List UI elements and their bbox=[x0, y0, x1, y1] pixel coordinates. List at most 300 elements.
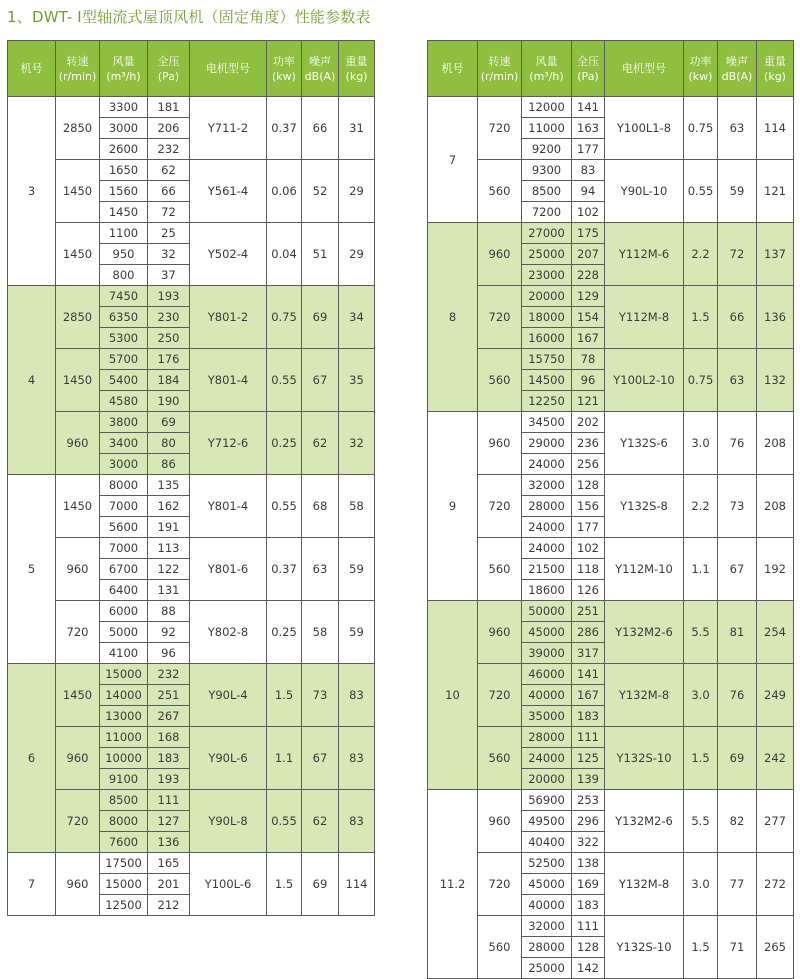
page-title: 1、DWT- Ⅰ型轴流式屋顶风机（固定角度）性能参数表 bbox=[7, 8, 371, 26]
noise-cell: 67 bbox=[302, 349, 339, 412]
header-pressure: 全压 (Pa) bbox=[148, 41, 190, 97]
noise-cell: 69 bbox=[302, 853, 339, 916]
motor-cell: Y712-6 bbox=[190, 412, 267, 475]
noise-cell: 82 bbox=[718, 790, 757, 853]
header-model-no: 机号 bbox=[428, 41, 478, 97]
pressure-cell: 183 bbox=[572, 895, 605, 916]
airflow-cell: 5000 bbox=[100, 622, 148, 643]
model-number-cell: 10 bbox=[428, 601, 478, 790]
airflow-cell: 24000 bbox=[522, 517, 572, 538]
power-cell: 2.2 bbox=[684, 475, 718, 538]
table-body-left bbox=[8, 97, 375, 916]
airflow-cell: 7600 bbox=[100, 832, 148, 853]
airflow-cell: 4100 bbox=[100, 643, 148, 664]
noise-cell: 68 bbox=[302, 475, 339, 538]
airflow-cell: 17500 bbox=[100, 853, 148, 874]
pressure-cell: 96 bbox=[148, 643, 190, 664]
airflow-cell: 32000 bbox=[522, 916, 572, 937]
pressure-cell: 190 bbox=[148, 391, 190, 412]
pressure-cell: 111 bbox=[572, 727, 605, 748]
pressure-cell: 193 bbox=[148, 769, 190, 790]
pressure-cell: 191 bbox=[148, 517, 190, 538]
speed-cell: 960 bbox=[478, 790, 522, 853]
pressure-cell: 111 bbox=[572, 916, 605, 937]
power-cell: 0.75 bbox=[267, 286, 302, 349]
motor-cell: Y801-4 bbox=[190, 475, 267, 538]
airflow-cell: 49500 bbox=[522, 811, 572, 832]
weight-cell: 83 bbox=[339, 664, 375, 727]
speed-cell: 2850 bbox=[56, 97, 100, 160]
table-row bbox=[8, 664, 375, 685]
pressure-cell: 168 bbox=[148, 727, 190, 748]
pressure-cell: 206 bbox=[148, 118, 190, 139]
table-row bbox=[428, 727, 794, 748]
weight-cell: 114 bbox=[339, 853, 375, 916]
noise-cell: 52 bbox=[302, 160, 339, 223]
pressure-cell: 72 bbox=[148, 202, 190, 223]
airflow-cell: 800 bbox=[100, 265, 148, 286]
airflow-cell: 7000 bbox=[100, 538, 148, 559]
weight-cell: 34 bbox=[339, 286, 375, 349]
motor-cell: Y132M-8 bbox=[605, 664, 684, 727]
airflow-cell: 13000 bbox=[100, 706, 148, 727]
pressure-cell: 177 bbox=[572, 139, 605, 160]
power-cell: 0.75 bbox=[684, 349, 718, 412]
airflow-cell: 11000 bbox=[100, 727, 148, 748]
noise-cell: 69 bbox=[718, 727, 757, 790]
airflow-cell: 7000 bbox=[100, 496, 148, 517]
weight-cell: 59 bbox=[339, 601, 375, 664]
speed-cell: 720 bbox=[478, 475, 522, 538]
power-cell: 0.55 bbox=[267, 349, 302, 412]
power-cell: 3.0 bbox=[684, 664, 718, 727]
pressure-cell: 138 bbox=[572, 853, 605, 874]
header-motor: 电机型号 bbox=[190, 41, 267, 97]
weight-cell: 208 bbox=[757, 412, 794, 475]
weight-cell: 254 bbox=[757, 601, 794, 664]
pressure-cell: 86 bbox=[148, 454, 190, 475]
airflow-cell: 4580 bbox=[100, 391, 148, 412]
pressure-cell: 167 bbox=[572, 328, 605, 349]
motor-cell: Y801-6 bbox=[190, 538, 267, 601]
table-row bbox=[428, 475, 794, 496]
noise-cell: 81 bbox=[718, 601, 757, 664]
header-motor: 电机型号 bbox=[605, 41, 684, 97]
weight-cell: 58 bbox=[339, 475, 375, 538]
model-number-cell: 6 bbox=[8, 664, 56, 853]
weight-cell: 83 bbox=[339, 727, 375, 790]
airflow-cell: 56900 bbox=[522, 790, 572, 811]
model-number-cell: 7 bbox=[428, 97, 478, 223]
speed-cell: 960 bbox=[478, 412, 522, 475]
airflow-cell: 45000 bbox=[522, 622, 572, 643]
model-number-cell: 9 bbox=[428, 412, 478, 601]
noise-cell: 62 bbox=[302, 412, 339, 475]
header-pressure: 全压 (Pa) bbox=[572, 41, 605, 97]
airflow-cell: 5400 bbox=[100, 370, 148, 391]
table-row bbox=[428, 349, 794, 370]
pressure-cell: 78 bbox=[572, 349, 605, 370]
table-row bbox=[8, 601, 375, 622]
pressure-cell: 163 bbox=[572, 118, 605, 139]
weight-cell: 192 bbox=[757, 538, 794, 601]
airflow-cell: 21500 bbox=[522, 559, 572, 580]
airflow-cell: 1100 bbox=[100, 223, 148, 244]
airflow-cell: 20000 bbox=[522, 286, 572, 307]
airflow-cell: 3300 bbox=[100, 97, 148, 118]
performance-table-left bbox=[7, 40, 375, 916]
header-speed: 转速 (r/min) bbox=[478, 41, 522, 97]
pressure-cell: 201 bbox=[148, 874, 190, 895]
speed-cell: 960 bbox=[56, 412, 100, 475]
airflow-cell: 45000 bbox=[522, 874, 572, 895]
weight-cell: 114 bbox=[757, 97, 794, 160]
pressure-cell: 322 bbox=[572, 832, 605, 853]
airflow-cell: 39000 bbox=[522, 643, 572, 664]
pressure-cell: 267 bbox=[148, 706, 190, 727]
pressure-cell: 253 bbox=[572, 790, 605, 811]
pressure-cell: 66 bbox=[148, 181, 190, 202]
motor-cell: Y132S-6 bbox=[605, 412, 684, 475]
pressure-cell: 62 bbox=[148, 160, 190, 181]
noise-cell: 72 bbox=[718, 223, 757, 286]
table-row bbox=[8, 853, 375, 874]
airflow-cell: 9100 bbox=[100, 769, 148, 790]
header-weight: 重量 (kg) bbox=[757, 41, 794, 97]
airflow-cell: 1650 bbox=[100, 160, 148, 181]
speed-cell: 560 bbox=[478, 727, 522, 790]
speed-cell: 960 bbox=[56, 727, 100, 790]
pressure-cell: 83 bbox=[572, 160, 605, 181]
motor-cell: Y802-8 bbox=[190, 601, 267, 664]
header-noise: 噪声 dB(A) bbox=[718, 41, 757, 97]
pressure-cell: 184 bbox=[148, 370, 190, 391]
airflow-cell: 1450 bbox=[100, 202, 148, 223]
airflow-cell: 23000 bbox=[522, 265, 572, 286]
pressure-cell: 183 bbox=[572, 706, 605, 727]
noise-cell: 63 bbox=[718, 97, 757, 160]
pressure-cell: 256 bbox=[572, 454, 605, 475]
pressure-cell: 136 bbox=[148, 832, 190, 853]
power-cell: 0.06 bbox=[267, 160, 302, 223]
motor-cell: Y132M-8 bbox=[605, 853, 684, 916]
speed-cell: 1450 bbox=[56, 475, 100, 538]
airflow-cell: 9200 bbox=[522, 139, 572, 160]
motor-cell: Y90L-10 bbox=[605, 160, 684, 223]
weight-cell: 208 bbox=[757, 475, 794, 538]
weight-cell: 137 bbox=[757, 223, 794, 286]
speed-cell: 560 bbox=[478, 916, 522, 979]
motor-cell: Y90L-8 bbox=[190, 790, 267, 853]
pressure-cell: 228 bbox=[572, 265, 605, 286]
airflow-cell: 24000 bbox=[522, 748, 572, 769]
table-body-right bbox=[428, 97, 794, 979]
noise-cell: 58 bbox=[302, 601, 339, 664]
airflow-cell: 12500 bbox=[100, 895, 148, 916]
model-number-cell: 7 bbox=[8, 853, 56, 916]
pressure-cell: 251 bbox=[572, 601, 605, 622]
noise-cell: 69 bbox=[302, 286, 339, 349]
pressure-cell: 193 bbox=[148, 286, 190, 307]
table-row bbox=[8, 727, 375, 748]
table-row bbox=[428, 853, 794, 874]
weight-cell: 29 bbox=[339, 223, 375, 286]
pressure-cell: 69 bbox=[148, 412, 190, 433]
header-power: 功率 (kw) bbox=[684, 41, 718, 97]
weight-cell: 132 bbox=[757, 349, 794, 412]
airflow-cell: 11000 bbox=[522, 118, 572, 139]
power-cell: 1.5 bbox=[684, 727, 718, 790]
noise-cell: 59 bbox=[718, 160, 757, 223]
airflow-cell: 3000 bbox=[100, 118, 148, 139]
airflow-cell: 25000 bbox=[522, 958, 572, 979]
speed-cell: 1450 bbox=[56, 664, 100, 727]
pressure-cell: 139 bbox=[572, 769, 605, 790]
pressure-cell: 128 bbox=[572, 937, 605, 958]
pressure-cell: 181 bbox=[148, 97, 190, 118]
airflow-cell: 28000 bbox=[522, 496, 572, 517]
airflow-cell: 40000 bbox=[522, 685, 572, 706]
airflow-cell: 14000 bbox=[100, 685, 148, 706]
pressure-cell: 131 bbox=[148, 580, 190, 601]
speed-cell: 720 bbox=[478, 286, 522, 349]
speed-cell: 560 bbox=[478, 349, 522, 412]
weight-cell: 32 bbox=[339, 412, 375, 475]
speed-cell: 960 bbox=[478, 223, 522, 286]
pressure-cell: 94 bbox=[572, 181, 605, 202]
power-cell: 1.5 bbox=[684, 916, 718, 979]
pressure-cell: 232 bbox=[148, 139, 190, 160]
airflow-cell: 29000 bbox=[522, 433, 572, 454]
motor-cell: Y112M-10 bbox=[605, 538, 684, 601]
airflow-cell: 24000 bbox=[522, 538, 572, 559]
power-cell: 0.75 bbox=[684, 97, 718, 160]
airflow-cell: 6350 bbox=[100, 307, 148, 328]
pressure-cell: 175 bbox=[572, 223, 605, 244]
airflow-cell: 12000 bbox=[522, 97, 572, 118]
pressure-cell: 128 bbox=[572, 475, 605, 496]
model-number-cell: 11.2 bbox=[428, 790, 478, 979]
pressure-cell: 169 bbox=[572, 874, 605, 895]
header-weight: 重量 (kg) bbox=[339, 41, 375, 97]
noise-cell: 66 bbox=[718, 286, 757, 349]
motor-cell: Y100L-6 bbox=[190, 853, 267, 916]
airflow-cell: 3400 bbox=[100, 433, 148, 454]
speed-cell: 1450 bbox=[56, 349, 100, 412]
pressure-cell: 251 bbox=[148, 685, 190, 706]
power-cell: 5.5 bbox=[684, 601, 718, 664]
motor-cell: Y801-2 bbox=[190, 286, 267, 349]
pressure-cell: 141 bbox=[572, 97, 605, 118]
airflow-cell: 18000 bbox=[522, 307, 572, 328]
airflow-cell: 25000 bbox=[522, 244, 572, 265]
power-cell: 1.5 bbox=[267, 664, 302, 727]
power-cell: 1.1 bbox=[684, 538, 718, 601]
weight-cell: 35 bbox=[339, 349, 375, 412]
airflow-cell: 32000 bbox=[522, 475, 572, 496]
weight-cell: 59 bbox=[339, 538, 375, 601]
pressure-cell: 162 bbox=[148, 496, 190, 517]
pressure-cell: 125 bbox=[572, 748, 605, 769]
motor-cell: Y132S-10 bbox=[605, 727, 684, 790]
table-row bbox=[8, 286, 375, 307]
table-row bbox=[428, 601, 794, 622]
airflow-cell: 6000 bbox=[100, 601, 148, 622]
table-row bbox=[8, 412, 375, 433]
airflow-cell: 8000 bbox=[100, 811, 148, 832]
pressure-cell: 154 bbox=[572, 307, 605, 328]
airflow-cell: 950 bbox=[100, 244, 148, 265]
motor-cell: Y132S-8 bbox=[605, 475, 684, 538]
airflow-cell: 8500 bbox=[522, 181, 572, 202]
pressure-cell: 37 bbox=[148, 265, 190, 286]
noise-cell: 73 bbox=[718, 475, 757, 538]
power-cell: 0.55 bbox=[684, 160, 718, 223]
motor-cell: Y90L-4 bbox=[190, 664, 267, 727]
weight-cell: 121 bbox=[757, 160, 794, 223]
speed-cell: 1450 bbox=[56, 223, 100, 286]
header-airflow: 风量 (m³/h) bbox=[522, 41, 572, 97]
airflow-cell: 2600 bbox=[100, 139, 148, 160]
noise-cell: 67 bbox=[302, 727, 339, 790]
noise-cell: 76 bbox=[718, 664, 757, 727]
power-cell: 2.2 bbox=[684, 223, 718, 286]
pressure-cell: 156 bbox=[572, 496, 605, 517]
airflow-cell: 5600 bbox=[100, 517, 148, 538]
power-cell: 3.0 bbox=[684, 853, 718, 916]
power-cell: 1.1 bbox=[267, 727, 302, 790]
noise-cell: 66 bbox=[302, 97, 339, 160]
model-number-cell: 3 bbox=[8, 97, 56, 286]
noise-cell: 51 bbox=[302, 223, 339, 286]
motor-cell: Y561-4 bbox=[190, 160, 267, 223]
table-row bbox=[428, 412, 794, 433]
speed-cell: 720 bbox=[56, 790, 100, 853]
airflow-cell: 6700 bbox=[100, 559, 148, 580]
motor-cell: Y132M2-6 bbox=[605, 790, 684, 853]
motor-cell: Y502-4 bbox=[190, 223, 267, 286]
pressure-cell: 202 bbox=[572, 412, 605, 433]
table-row bbox=[428, 286, 794, 307]
power-cell: 3.0 bbox=[684, 412, 718, 475]
pressure-cell: 129 bbox=[572, 286, 605, 307]
speed-cell: 560 bbox=[478, 538, 522, 601]
power-cell: 0.55 bbox=[267, 790, 302, 853]
airflow-cell: 27000 bbox=[522, 223, 572, 244]
noise-cell: 73 bbox=[302, 664, 339, 727]
airflow-cell: 35000 bbox=[522, 706, 572, 727]
pressure-cell: 111 bbox=[148, 790, 190, 811]
airflow-cell: 18600 bbox=[522, 580, 572, 601]
table-header-row bbox=[428, 41, 794, 97]
motor-cell: Y100L1-8 bbox=[605, 97, 684, 160]
weight-cell: 31 bbox=[339, 97, 375, 160]
header-speed: 转速 (r/min) bbox=[56, 41, 100, 97]
pressure-cell: 207 bbox=[572, 244, 605, 265]
weight-cell: 277 bbox=[757, 790, 794, 853]
table-row bbox=[428, 664, 794, 685]
pressure-cell: 236 bbox=[572, 433, 605, 454]
speed-cell: 720 bbox=[478, 853, 522, 916]
noise-cell: 77 bbox=[718, 853, 757, 916]
pressure-cell: 250 bbox=[148, 328, 190, 349]
motor-cell: Y132S-10 bbox=[605, 916, 684, 979]
airflow-cell: 7450 bbox=[100, 286, 148, 307]
table-row bbox=[8, 475, 375, 496]
power-cell: 0.37 bbox=[267, 538, 302, 601]
airflow-cell: 28000 bbox=[522, 937, 572, 958]
pressure-cell: 183 bbox=[148, 748, 190, 769]
speed-cell: 560 bbox=[478, 160, 522, 223]
noise-cell: 67 bbox=[718, 538, 757, 601]
pressure-cell: 286 bbox=[572, 622, 605, 643]
speed-cell: 720 bbox=[478, 97, 522, 160]
noise-cell: 63 bbox=[718, 349, 757, 412]
airflow-cell: 5300 bbox=[100, 328, 148, 349]
table-row bbox=[428, 790, 794, 811]
airflow-cell: 15000 bbox=[100, 664, 148, 685]
airflow-cell: 20000 bbox=[522, 769, 572, 790]
pressure-cell: 121 bbox=[572, 391, 605, 412]
pressure-cell: 80 bbox=[148, 433, 190, 454]
noise-cell: 62 bbox=[302, 790, 339, 853]
motor-cell: Y100L2-10 bbox=[605, 349, 684, 412]
airflow-cell: 24000 bbox=[522, 454, 572, 475]
weight-cell: 242 bbox=[757, 727, 794, 790]
pressure-cell: 96 bbox=[572, 370, 605, 391]
table-row bbox=[8, 790, 375, 811]
airflow-cell: 8500 bbox=[100, 790, 148, 811]
pressure-cell: 212 bbox=[148, 895, 190, 916]
motor-cell: Y112M-8 bbox=[605, 286, 684, 349]
table-row bbox=[8, 223, 375, 244]
pressure-cell: 167 bbox=[572, 685, 605, 706]
airflow-cell: 40400 bbox=[522, 832, 572, 853]
airflow-cell: 15000 bbox=[100, 874, 148, 895]
pressure-cell: 102 bbox=[572, 538, 605, 559]
pressure-cell: 135 bbox=[148, 475, 190, 496]
airflow-cell: 40000 bbox=[522, 895, 572, 916]
weight-cell: 29 bbox=[339, 160, 375, 223]
airflow-cell: 5700 bbox=[100, 349, 148, 370]
pressure-cell: 141 bbox=[572, 664, 605, 685]
model-number-cell: 8 bbox=[428, 223, 478, 412]
table-row bbox=[8, 349, 375, 370]
speed-cell: 960 bbox=[56, 538, 100, 601]
pressure-cell: 32 bbox=[148, 244, 190, 265]
noise-cell: 71 bbox=[718, 916, 757, 979]
pressure-cell: 118 bbox=[572, 559, 605, 580]
airflow-cell: 28000 bbox=[522, 727, 572, 748]
speed-cell: 2850 bbox=[56, 286, 100, 349]
airflow-cell: 12250 bbox=[522, 391, 572, 412]
pressure-cell: 25 bbox=[148, 223, 190, 244]
airflow-cell: 6400 bbox=[100, 580, 148, 601]
airflow-cell: 3000 bbox=[100, 454, 148, 475]
speed-cell: 960 bbox=[478, 601, 522, 664]
airflow-cell: 10000 bbox=[100, 748, 148, 769]
table-row bbox=[8, 97, 375, 118]
airflow-cell: 50000 bbox=[522, 601, 572, 622]
table-header-row bbox=[8, 41, 375, 97]
pressure-cell: 296 bbox=[572, 811, 605, 832]
speed-cell: 1450 bbox=[56, 160, 100, 223]
speed-cell: 960 bbox=[56, 853, 100, 916]
pressure-cell: 88 bbox=[148, 601, 190, 622]
airflow-cell: 15750 bbox=[522, 349, 572, 370]
header-power: 功率 (kw) bbox=[267, 41, 302, 97]
table-row bbox=[428, 916, 794, 937]
